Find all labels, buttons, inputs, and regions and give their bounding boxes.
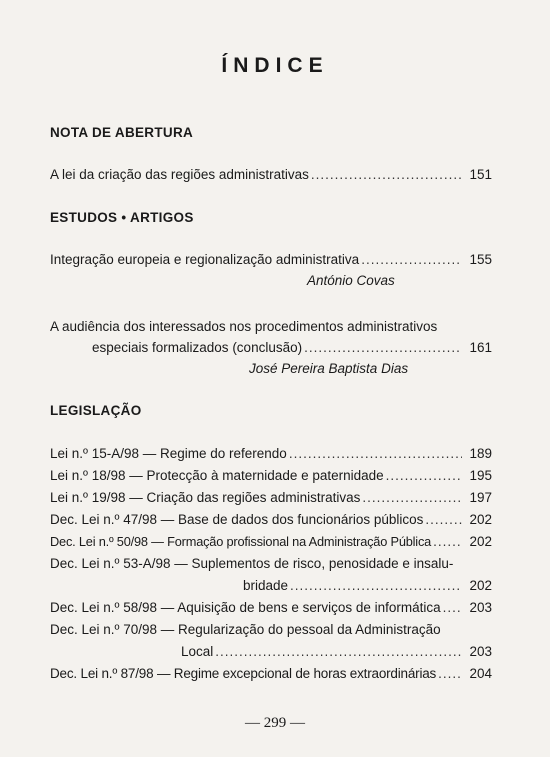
toc-entry[interactable] bbox=[50, 467, 492, 485]
toc-entry[interactable] bbox=[50, 555, 492, 573]
dot-leader bbox=[433, 533, 462, 551]
toc-entry-continuation[interactable] bbox=[181, 643, 492, 661]
toc-entry-title: Dec. Lei n.º 47/98 — Base de dados dos funcionários públicos bbox=[50, 512, 424, 527]
toc-entry-page: 202 bbox=[469, 578, 492, 593]
dot-leader bbox=[289, 445, 462, 463]
toc-entry-title: Integração europeia e regionalização administrativa bbox=[50, 252, 360, 267]
dot-leader bbox=[386, 467, 462, 485]
dot-leader bbox=[443, 599, 462, 617]
page-number: — 299 — bbox=[245, 715, 305, 731]
toc-entry-page: 151 bbox=[469, 167, 492, 182]
toc-entry-title: Lei n.º 18/98 — Protecção à maternidade e paternidade bbox=[50, 468, 384, 483]
section-heading-estudos-b: ARTIGOS bbox=[130, 210, 194, 225]
toc-entry-page: 202 bbox=[469, 534, 492, 549]
toc-entry-page: 189 bbox=[469, 446, 492, 461]
dot-leader bbox=[361, 251, 462, 269]
dot-leader bbox=[425, 511, 462, 529]
dot-leader bbox=[311, 166, 462, 184]
toc-entry-title: Dec. Lei n.º 87/98 — Regime excepcional de horas extraordinárias bbox=[50, 666, 437, 681]
toc-entry-page: 202 bbox=[469, 512, 492, 527]
toc-entry-title: A lei da criação das regiões administrativas bbox=[50, 167, 309, 182]
toc-entry-title: Lei n.º 19/98 — Criação das regiões administrativas bbox=[50, 490, 361, 505]
toc-entry-title: Lei n.º 15-A/98 — Regime do referendo bbox=[50, 446, 287, 461]
page-title: ÍNDICE bbox=[221, 54, 329, 77]
dot-leader bbox=[215, 643, 462, 661]
toc-entry-page: 197 bbox=[469, 490, 492, 505]
toc-entry-page: 155 bbox=[469, 252, 492, 267]
toc-entry-continuation[interactable] bbox=[243, 577, 492, 595]
section-heading-nota: NOTA DE ABERTURA bbox=[50, 125, 194, 140]
toc-entry-title: especiais formalizados (conclusão) bbox=[92, 340, 303, 355]
toc-entry[interactable] bbox=[50, 511, 492, 529]
toc-entry[interactable] bbox=[50, 318, 492, 336]
section-heading-legislacao: LEGISLAÇÃO bbox=[50, 403, 142, 418]
toc-entry[interactable] bbox=[50, 489, 492, 507]
section-heading-estudos bbox=[50, 210, 194, 225]
toc-entry-page: 203 bbox=[469, 644, 492, 659]
toc-entry[interactable] bbox=[50, 445, 492, 463]
toc-entry[interactable] bbox=[50, 166, 492, 184]
dot-leader bbox=[438, 665, 462, 683]
toc-entry[interactable] bbox=[50, 665, 492, 683]
toc-entry-page: 203 bbox=[469, 600, 492, 615]
toc-entry-title: bridade bbox=[243, 578, 289, 593]
toc-entry-title: Dec. Lei n.º 58/98 — Aquisição de bens e serviços de informática bbox=[50, 600, 441, 615]
section-heading-estudos-a: ESTUDOS bbox=[50, 210, 118, 225]
toc-entry-page: 195 bbox=[469, 468, 492, 483]
toc-entry[interactable] bbox=[50, 621, 492, 639]
bullet-separator: • bbox=[121, 210, 127, 225]
toc-entry-title: A audiência dos interessados nos procedimentos administrativos bbox=[50, 319, 438, 334]
dot-leader bbox=[304, 339, 462, 357]
toc-entry-page: 204 bbox=[469, 666, 492, 681]
toc-entry-page: 161 bbox=[469, 340, 492, 355]
toc-entry[interactable] bbox=[50, 251, 492, 269]
toc-entry-continuation[interactable] bbox=[92, 339, 492, 357]
dot-leader bbox=[362, 489, 462, 507]
toc-entry-title: Dec. Lei n.º 50/98 — Formação profissional na Administração Pública bbox=[50, 534, 432, 549]
toc-entry[interactable] bbox=[50, 533, 492, 551]
dot-leader bbox=[290, 577, 462, 595]
toc-entry-title: Local bbox=[181, 644, 214, 659]
toc-entry-title: Dec. Lei n.º 53-A/98 — Suplementos de risco, penosidade e insalu- bbox=[50, 556, 454, 571]
toc-entry-title: Dec. Lei n.º 70/98 — Regularização do pessoal da Administração bbox=[50, 622, 441, 637]
toc-entry[interactable] bbox=[50, 599, 492, 617]
toc-entry-author: António Covas bbox=[307, 273, 395, 288]
toc-entry-author: José Pereira Baptista Dias bbox=[249, 361, 409, 376]
